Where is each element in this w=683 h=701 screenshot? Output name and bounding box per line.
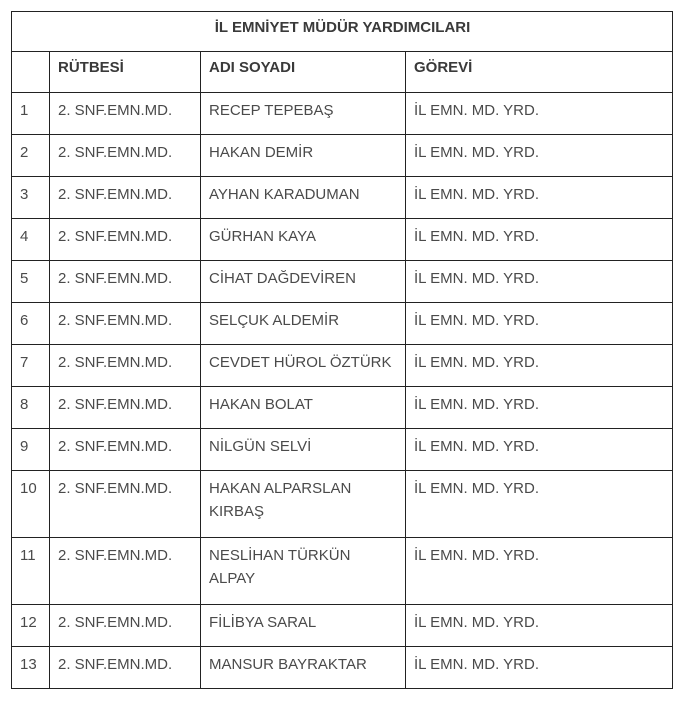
cell-name: SELÇUK ALDEMİR — [201, 303, 406, 345]
table-row — [12, 387, 673, 429]
cell-rank: 2. SNF.EMN.MD. — [50, 538, 201, 605]
cell-rank: 2. SNF.EMN.MD. — [50, 429, 201, 471]
cell-rank: 2. SNF.EMN.MD. — [50, 345, 201, 387]
table-row — [12, 647, 673, 689]
cell-no: 6 — [12, 303, 50, 345]
cell-name: HAKAN BOLAT — [201, 387, 406, 429]
cell-name: HAKAN ALPARSLAN KIRBAŞ — [201, 471, 406, 538]
cell-duty: İL EMN. MD. YRD. — [406, 177, 673, 219]
cell-rank: 2. SNF.EMN.MD. — [50, 219, 201, 261]
cell-duty: İL EMN. MD. YRD. — [406, 303, 673, 345]
cell-rank: 2. SNF.EMN.MD. — [50, 93, 201, 135]
cell-no: 13 — [12, 647, 50, 689]
table-row — [12, 135, 673, 177]
cell-name: HAKAN DEMİR — [201, 135, 406, 177]
header-duty: GÖREVİ — [406, 52, 673, 93]
cell-rank: 2. SNF.EMN.MD. — [50, 261, 201, 303]
header-name: ADI SOYADI — [201, 52, 406, 93]
cell-name: CEVDET HÜROL ÖZTÜRK — [201, 345, 406, 387]
table-row — [12, 471, 673, 538]
cell-duty: İL EMN. MD. YRD. — [406, 93, 673, 135]
table-title-row — [12, 12, 673, 52]
cell-duty: İL EMN. MD. YRD. — [406, 471, 673, 538]
cell-name: AYHAN KARADUMAN — [201, 177, 406, 219]
cell-duty: İL EMN. MD. YRD. — [406, 387, 673, 429]
cell-name: CİHAT DAĞDEVİREN — [201, 261, 406, 303]
cell-rank: 2. SNF.EMN.MD. — [50, 177, 201, 219]
cell-no: 11 — [12, 538, 50, 605]
cell-duty: İL EMN. MD. YRD. — [406, 647, 673, 689]
table-row — [12, 219, 673, 261]
table-row — [12, 303, 673, 345]
cell-no: 5 — [12, 261, 50, 303]
cell-rank: 2. SNF.EMN.MD. — [50, 135, 201, 177]
cell-rank: 2. SNF.EMN.MD. — [50, 471, 201, 538]
cell-name: NESLİHAN TÜRKÜN ALPAY — [201, 538, 406, 605]
cell-no: 10 — [12, 471, 50, 538]
cell-no: 8 — [12, 387, 50, 429]
header-no — [12, 52, 50, 93]
cell-duty: İL EMN. MD. YRD. — [406, 429, 673, 471]
cell-duty: İL EMN. MD. YRD. — [406, 345, 673, 387]
table-row — [12, 429, 673, 471]
cell-no: 4 — [12, 219, 50, 261]
cell-name: MANSUR BAYRAKTAR — [201, 647, 406, 689]
cell-rank: 2. SNF.EMN.MD. — [50, 647, 201, 689]
cell-no: 7 — [12, 345, 50, 387]
cell-rank: 2. SNF.EMN.MD. — [50, 303, 201, 345]
cell-duty: İL EMN. MD. YRD. — [406, 538, 673, 605]
table-row — [12, 605, 673, 647]
cell-no: 12 — [12, 605, 50, 647]
table-row — [12, 538, 673, 605]
cell-duty: İL EMN. MD. YRD. — [406, 605, 673, 647]
header-rank: RÜTBESİ — [50, 52, 201, 93]
cell-name: FİLİBYA SARAL — [201, 605, 406, 647]
cell-duty: İL EMN. MD. YRD. — [406, 261, 673, 303]
cell-no: 9 — [12, 429, 50, 471]
table-header-row — [12, 52, 673, 93]
cell-name: NİLGÜN SELVİ — [201, 429, 406, 471]
cell-no: 3 — [12, 177, 50, 219]
cell-rank: 2. SNF.EMN.MD. — [50, 605, 201, 647]
cell-duty: İL EMN. MD. YRD. — [406, 219, 673, 261]
cell-duty: İL EMN. MD. YRD. — [406, 135, 673, 177]
table-row — [12, 93, 673, 135]
personnel-table — [11, 11, 673, 689]
table-title: İL EMNİYET MÜDÜR YARDIMCILARI — [12, 12, 673, 52]
cell-no: 2 — [12, 135, 50, 177]
table-row — [12, 261, 673, 303]
cell-rank: 2. SNF.EMN.MD. — [50, 387, 201, 429]
document-body — [11, 11, 673, 689]
table-row — [12, 345, 673, 387]
cell-no: 1 — [12, 93, 50, 135]
cell-name: RECEP TEPEBAŞ — [201, 93, 406, 135]
cell-name: GÜRHAN KAYA — [201, 219, 406, 261]
table-row — [12, 177, 673, 219]
